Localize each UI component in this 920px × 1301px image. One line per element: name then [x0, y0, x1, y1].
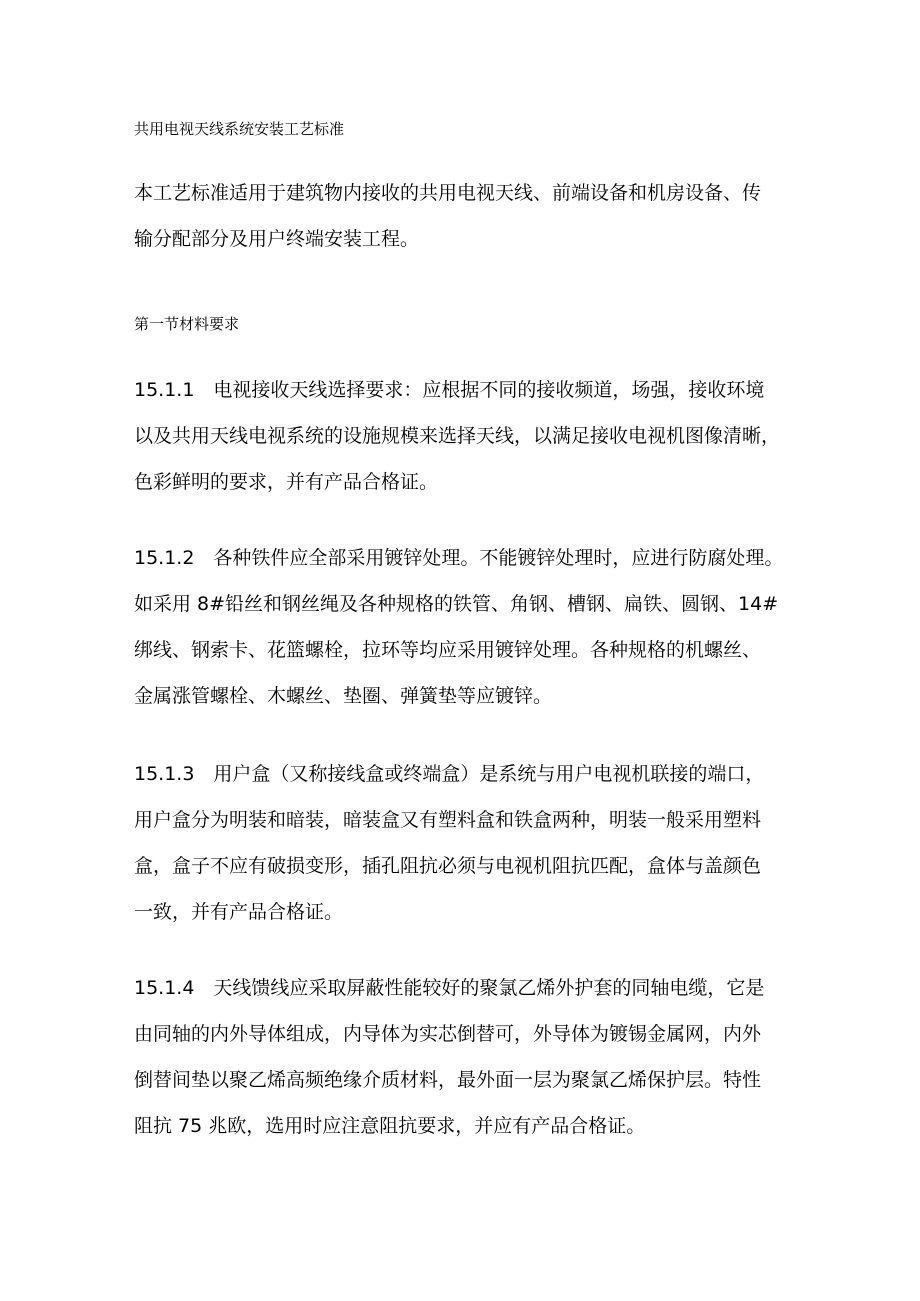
clause-line: 15.1.1 电视接收天线选择要求：应根据不同的接收频道，场强，接收环境	[134, 379, 765, 401]
clause-line: 盒，盒子不应有破损变形，插孔阻抗必须与电视机阻抗匹配，盒体与盖颜色	[134, 855, 762, 877]
clause-15-1-1	[134, 367, 804, 505]
clause-line: 金属涨管螺栓、木螺丝、垫圈、弹簧垫等应镀锌。	[134, 685, 553, 707]
clause-line: 如采用 8#铅丝和钢丝绳及各种规格的铁管、角钢、槽钢、扁铁、圆钢、14#	[134, 593, 779, 615]
intro-line: 本工艺标准适用于建筑物内接收的共用电视天线、前端设备和机房设备、传	[134, 182, 762, 204]
section-heading: 第一节材料要求	[134, 315, 240, 333]
clause-15-1-4	[134, 965, 804, 1149]
clause-line: 阻抗 75 兆欧，选用时应注意阻抗要求，并应有产品合格证。	[134, 1115, 646, 1137]
clause-line: 15.1.3 用户盒（又称接线盒或终端盒）是系统与用户电视机联接的端口，	[134, 763, 765, 785]
clause-line: 由同轴的内外导体组成，内导体为实芯倒替可，外导体为镀锡金属网，内外	[134, 1023, 762, 1045]
clause-line: 一致，并有产品合格证。	[134, 901, 344, 923]
clause-line: 倒替间垫以聚乙烯高频绝缘介质材料，最外面一层为聚氯乙烯保护层。特性	[134, 1069, 762, 1091]
clause-line: 用户盒分为明装和暗装，暗装盒又有塑料盒和铁盒两种，明装一般采用塑料	[134, 809, 762, 831]
clause-15-1-2	[134, 535, 804, 719]
clause-line: 15.1.4 天线馈线应采取屏蔽性能较好的聚氯乙烯外护套的同轴电缆，它是	[134, 977, 765, 999]
clause-line: 色彩鲜明的要求，并有产品合格证。	[134, 471, 439, 493]
intro-paragraph	[134, 170, 804, 262]
clause-line: 15.1.2 各种铁件应全部采用镀锌处理。不能镀锌处理时，应进行防腐处理。	[134, 547, 784, 569]
clause-line: 以及共用天线电视系统的设施规模来选择天线，以满足接收电视机图像清晰，	[134, 425, 781, 447]
clause-line: 绑线、钢索卡、花篮螺栓，拉环等均应采用镀锌处理。各种规格的机螺丝、	[134, 639, 762, 661]
clause-15-1-3	[134, 751, 804, 935]
document-title: 共用电视天线系统安装工艺标准	[134, 120, 345, 138]
intro-line: 输分配部分及用户终端安装工程。	[134, 228, 420, 250]
